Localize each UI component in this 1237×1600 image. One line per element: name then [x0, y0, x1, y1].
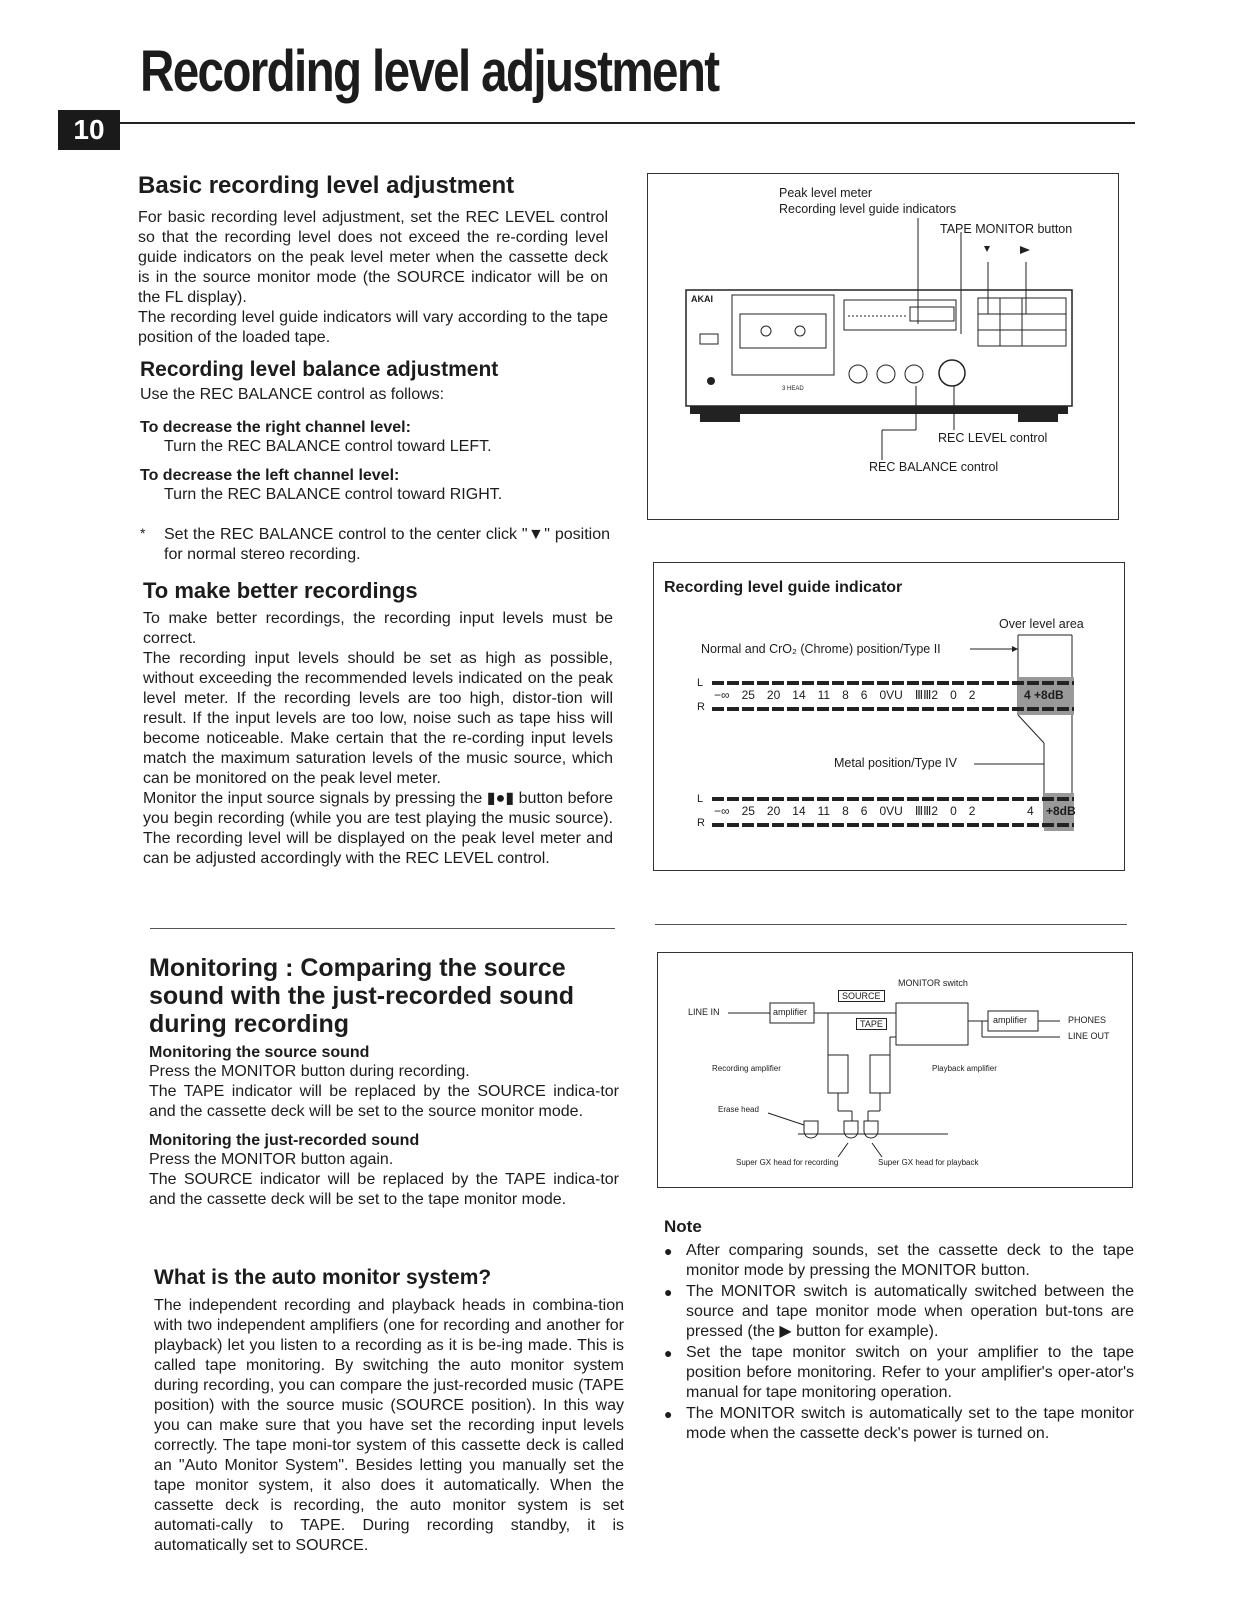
recorded-sound-heading: Monitoring the just-recorded sound [149, 1132, 420, 1149]
note-heading: Note [664, 1217, 702, 1236]
left-channel-heading: To decrease the left channel level: [140, 467, 400, 484]
meter1-scale [714, 688, 987, 702]
basic-para2: The recording level guide indicators will vary according to the tape position of the loaded tape. [138, 309, 608, 346]
meter-scale-tick: 0 [950, 804, 957, 818]
rec-level-label: REC LEVEL control [938, 431, 1048, 445]
meter-scale-tick: 0VU [879, 688, 903, 702]
auto-monitor-heading: What is the auto monitor system? [154, 1266, 492, 1289]
better-para2: The recording input levels should be set as high as possible, without exceeding the recommended levels indicated on the peak level meter. If the recording levels are too high, distor-tion will result. If the input levels are too low, noise such as tape hiss will become noticeable. Make certain that the re-cording input levels match the maximum saturation levels of the music source, which can be monitored on the peak level meter. [143, 650, 613, 787]
rec-head-label: Super GX head for recording [736, 1158, 839, 1167]
better-section [143, 578, 613, 869]
meter-scale-tick: 6 [860, 804, 868, 818]
note-section [664, 1217, 1134, 1445]
meter-scale-tick: 0 [950, 688, 957, 702]
line-in-label: LINE IN [688, 1007, 720, 1017]
balance-heading: Recording level balance adjustment [140, 358, 499, 381]
meter-scale-tick: ⅢⅢ2 [914, 804, 939, 818]
meter-scale-tick: 2 [968, 688, 976, 702]
source-label: SOURCE [838, 990, 885, 1002]
recorded-sound-p2: The SOURCE indicator will be replaced by the TAPE indica-tor and the cassette deck will be set to the tape monitor mode. [149, 1171, 619, 1208]
meter-scale-tick: 25 [741, 804, 755, 818]
meter-scale-tick: 11 [817, 688, 831, 702]
monitoring-section [149, 954, 619, 1210]
basic-para1: For basic recording level adjustment, set the REC LEVEL control so that the recording level does not exceed the re-cording level guide indicators on the peak level meter when the cassette deck is in the source monitor mode (the SOURCE indicator will be on the FL display). [138, 209, 608, 306]
line-out-label: LINE OUT [1068, 1031, 1110, 1041]
play-head-label: Super GX head for playback [878, 1158, 979, 1167]
meter-scale-tick: 8 [842, 688, 849, 702]
guide-title: Recording level guide indicator [664, 579, 903, 596]
meter2-scale [714, 804, 987, 818]
meter2-l: L [697, 793, 704, 805]
tape-monitor-label: TAPE MONITOR button [940, 222, 1073, 236]
meter2-r: R [697, 817, 705, 829]
better-para3: Monitor the input source signals by pressing the ▮●▮ button before you begin recording (while you are test playing the music source). The recording level will be displayed on the peak level meter and can be adjusted accordingly with the REC LEVEL control. [143, 790, 613, 867]
meter-scale-tick: ⅢⅢ2 [914, 688, 939, 702]
amp-in-label: amplifier [773, 1007, 808, 1017]
header-rule [120, 122, 1135, 124]
note-item: ● After comparing sounds, set the cassette deck to the tape monitor mode by pressing the MONITOR button. [664, 1241, 1134, 1281]
note-list [664, 1241, 1134, 1444]
meter2-over-8: +8dB [1046, 804, 1076, 818]
basic-heading: Basic recording level adjustment [138, 172, 515, 199]
source-sound-heading: Monitoring the source sound [149, 1044, 370, 1061]
balance-intro: Use the REC BALANCE control as follows: [140, 386, 445, 403]
balance-section [140, 358, 610, 565]
tape-label: TAPE [856, 1018, 887, 1030]
better-heading: To make better recordings [143, 578, 418, 603]
meter-scale-tick: 8 [842, 804, 849, 818]
page-number: 10 [58, 110, 120, 150]
play-amp-label: Playback amplifier [932, 1064, 997, 1073]
right-channel-text: Turn the REC BALANCE control toward LEFT. [164, 438, 492, 455]
meter-scale-tick: 14 [792, 688, 806, 702]
deck-figure [647, 173, 1119, 520]
meter-scale-tick: 2 [968, 804, 976, 818]
head-label: 3 HEAD [782, 386, 804, 392]
page-title: Recording level adjustment [140, 39, 719, 104]
left-channel-text: Turn the REC BALANCE control toward RIGHT. [164, 486, 503, 503]
note-asterisk: * [140, 525, 146, 541]
meter-scale-tick: 20 [766, 804, 781, 818]
meter-scale-tick: 6 [860, 688, 868, 702]
erase-head-label: Erase head [718, 1105, 759, 1114]
recorded-sound-p1: Press the MONITOR button again. [149, 1151, 394, 1168]
phones-label: PHONES [1068, 1015, 1107, 1025]
center-click-note [140, 525, 610, 565]
meter-scale-tick: 25 [741, 688, 755, 702]
brand-label: AKAI [691, 294, 713, 304]
metal-position-label: Metal position/Type IV [834, 756, 957, 770]
basic-section [138, 172, 608, 348]
meter-scale-tick: 20 [766, 688, 781, 702]
better-para1: To make better recordings, the recording input levels must be correct. [143, 610, 613, 647]
auto-monitor-section [154, 1266, 624, 1556]
monitoring-heading: Monitoring : Comparing the source sound with the just-recorded sound during recording [149, 954, 574, 1038]
block-diagram [657, 952, 1133, 1188]
peak-meter-label: Peak level meter [779, 186, 873, 200]
guide-indicators-label: Recording level guide indicators [779, 202, 957, 216]
meter1-r: R [697, 701, 705, 713]
meter-scale-tick: −∞ [714, 688, 730, 702]
guide-figure [653, 562, 1125, 871]
left-separator [150, 928, 615, 929]
rec-balance-label: REC BALANCE control [869, 460, 999, 474]
normal-position-label: Normal and CrO₂ (Chrome) position/Type II [701, 642, 941, 656]
auto-monitor-para: The independent recording and playback heads in combina-tion with two independent amplifiers (one for recording and another for playback) let you listen to a recording as it is be-ing made. This is called tape monitoring. By switching the auto monitor system during recording, you can compare the just-recorded music (TAPE position) with the source music (SOURCE position). In this way you can make sure that you have set the recording input levels correctly. The tape moni-tor system of this cassette deck is called an "Auto Monitor System". Besides letting you manually set the tape monitor system, it also does it automatically. When the cassette deck is recording, the auto monitor system is set automati-cally to TAPE. During recording standby, it is automatically set to SOURCE. [154, 1297, 624, 1554]
meter-scale-tick: 11 [817, 804, 831, 818]
meter1-over: 4 +8dB [1024, 688, 1064, 702]
rec-amp-label: Recording amplifier [712, 1064, 781, 1073]
note-item: ● The MONITOR switch is automatically set to the tape monitor mode when the cassette deck's power is turned on. [664, 1404, 1134, 1444]
meter-scale-tick: −∞ [714, 804, 730, 818]
center-click-text: Set the REC BALANCE control to the center click "▼" position for normal stereo recording. [164, 526, 610, 563]
amp-out-label: amplifier [993, 1015, 1028, 1025]
source-sound-p1: Press the MONITOR button during recording. [149, 1063, 470, 1080]
note-item: ● The MONITOR switch is automatically switched between the source and tape monitor mode when operation but-tons are pressed (the ▶ button for example). [664, 1282, 1134, 1342]
meter-scale-tick: 14 [792, 804, 806, 818]
guide-drawing [654, 563, 1124, 870]
meter2-over-4: 4 [1027, 804, 1034, 818]
meter-scale-tick: 0VU [879, 804, 903, 818]
note-item: ● Set the tape monitor switch on your amplifier to the tape position before monitoring. Refer to your amplifier's oper-ator's manual for tape monitoring operation. [664, 1343, 1134, 1403]
right-separator [655, 924, 1127, 925]
meter1-l: L [697, 677, 704, 689]
over-level-label: Over level area [999, 617, 1084, 631]
source-sound-p2: The TAPE indicator will be replaced by the SOURCE indica-tor and the cassette deck will be set to the source monitor mode. [149, 1083, 619, 1120]
monitor-switch-label: MONITOR switch [898, 978, 968, 988]
right-channel-heading: To decrease the right channel level: [140, 419, 411, 436]
